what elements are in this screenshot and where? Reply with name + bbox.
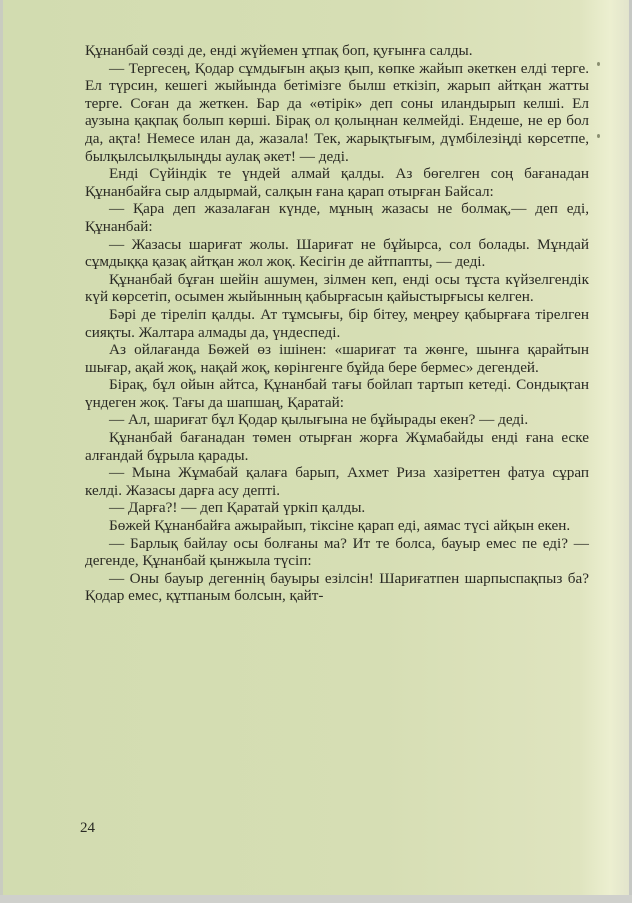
paragraph: — Ал, шариғат бұл Қодар қылығына не бұйырады екен? — деді. <box>109 411 529 429</box>
print-speck <box>597 134 600 138</box>
paragraph: Аз ойлағанда Бөжей өз ішінен: «шариғат та жөнге, шынға қарайтын шығар, ақай жоқ, нақай жоқ, көрінгенге бұйда бере бермес» дегендей. <box>85 341 589 376</box>
paragraph: — Дарға?! — деп Қаратай үркіп қалды. <box>109 499 366 517</box>
paragraph: — Мына Жұмабай қалаға барып, Ахмет Риза хазіреттен фатуа сұрап келді. Жазасы дарға асу депті. <box>85 464 589 499</box>
paragraph: Құнанбай бұған шейін ашумен, зілмен кеп, енді осы тұста күйзелгендік күй көрсетіп, осымен жыйынның қабырғасын қайыстырғысы келген. <box>85 270 589 306</box>
paragraph: — Барлық байлау осы болғаны ма? Ит те болса, бауыр емес пе еді? — дегенде, Құнанбай қынжыла түсіп: <box>85 534 589 570</box>
page-body-text <box>85 42 589 605</box>
paragraph: — Тергесең, Қодар сұмдығын ақыз қып, көпке жайып әкеткен елді терге. Ел түрсин, кешегі жыйында бетімізге былш еткізіп, жарып айтқан жатты терге. Соған да жеткен. Бар да «өтірік» деп соны иландырып келші. Ел аузына қақпақ болып көрші. Бірақ ол қолыңнан келмейді. Ендеше, не ер бол да, ақта! Немесе илан да, жазала! Тек, жарықтығым, дүмбілезіңді көрсетпе, былқылсылқылыңды аулақ әкет! — деді. <box>85 59 589 165</box>
paragraph: — Оны бауыр дегеннің бауыры езілсін! Шариғатпен шарпыспақпыз ба? Қодар емес, құтпаным болсын, қайт- <box>85 569 589 605</box>
paragraph: Бірақ, бұл ойын айтса, Құнанбай тағы бойлап тартып кетеді. Сондықтан үндеген жоқ. Тағы да шапшаң, Қаратай: <box>85 376 589 411</box>
paragraph: — Жазасы шариғат жолы. Шариғат не бұйырса, сол болады. Мұндай сұмдыққа қазақ айтқан жол жоқ. Кесігін де айтпапты, — деді. <box>85 235 589 271</box>
paragraph: Құнанбай сөзді де, енді жүйемен ұтпақ боп, қуғынға салды. <box>85 42 473 59</box>
paragraph: — Қара деп жазалаған күнде, мұның жазасы не болмақ,— деп еді, Құнанбай: <box>85 200 589 235</box>
book-page <box>3 0 629 895</box>
paragraph: Бәрі де тіреліп қалды. Ат тұмсығы, бір бітеу, меңреу қабырғаға тірелген сияқты. Жалтара алмады да, үндеспеді. <box>85 305 589 341</box>
paragraph: Енді Сүйіндік те үндей алмай қалды. Аз бөгелген соң бағанадан Құнанбайға сыр алдырмай, салқын ғана қарап отырған Байсал: <box>85 165 589 200</box>
scan-border <box>0 895 632 903</box>
page-number: 24 <box>80 820 95 836</box>
paragraph: Құнанбай бағанадан төмен отырған жорға Жұмабайды енді ғана еске алғандай бұрыла қарады. <box>85 429 589 464</box>
print-speck <box>597 62 600 66</box>
paragraph: Бөжей Құнанбайға ажырайып, тіксіне қарап еді, аямас түсі айқын екен. <box>109 517 571 535</box>
